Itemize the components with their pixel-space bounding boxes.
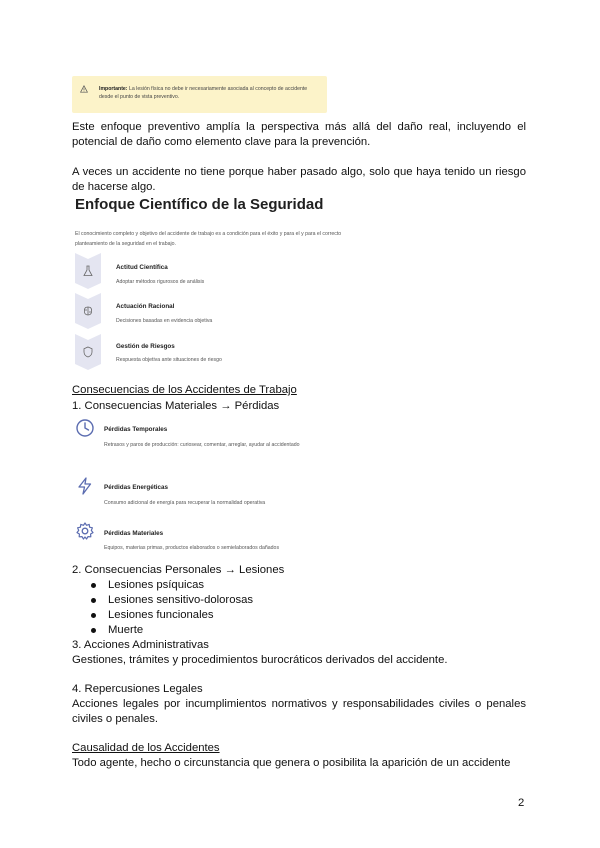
lightning-icon [75, 476, 95, 496]
important-note [72, 76, 327, 113]
list-item: Lesiones psíquicas [72, 578, 253, 593]
step-desc: Respuesta objetiva ante situaciones de riesgo [116, 357, 222, 363]
flask-icon [82, 265, 94, 277]
material-heading: 1. Consecuencias Materiales → Pérdidas [72, 400, 280, 412]
page-number: 2 [518, 797, 525, 809]
admin-text: Gestiones, trámites y procedimientos burocráticos derivados del accidente. [72, 654, 448, 666]
step-title: Actitud Científica [116, 264, 168, 271]
paragraph-risk: A veces un accidente no tiene porque haber pasado algo, solo que haya tenido un riesgo de hacerse algo. [72, 166, 526, 193]
loss-desc: Retrasos y paros de producción: curiosear, comentar, arreglar, ayudar al accidentado [104, 442, 300, 448]
loss-title: Pérdidas Materiales [104, 530, 164, 537]
personal-heading: 2. Consecuencias Personales → Lesiones [72, 564, 285, 576]
legal-text: Acciones legales por incumplimientos normativos y responsabilidades civiles o penales civiles o penales. [72, 698, 526, 725]
loss-title: Pérdidas Temporales [104, 426, 168, 433]
admin-heading: 3. Acciones Administrativas [72, 639, 209, 651]
step-title: Gestión de Riesgos [116, 343, 175, 350]
causality-text: Todo agente, hecho o circunstancia que genera o posibilita la aparición de un accidente [72, 757, 511, 769]
clock-icon [75, 418, 95, 438]
warning-icon [80, 85, 88, 93]
step-card-1 [75, 253, 101, 289]
consequences-heading: Consecuencias de los Accidentes de Trabajo [72, 384, 297, 396]
list-item: Lesiones sensitivo-dolorosas [72, 593, 253, 608]
step-card-2 [75, 293, 101, 329]
shield-icon [82, 346, 94, 358]
scientific-title: Enfoque Científico de la Seguridad [75, 196, 324, 213]
list-item: Muerte [72, 623, 253, 638]
scientific-intro: El conocimiento completo y objetivo del accidente de trabajo es a condición para el éxito y para el y para el correcto planteamiento de la seguridad en el trabajo. [75, 231, 342, 247]
step-desc: Adoptar métodos rigurosos de análisis [116, 279, 205, 285]
paragraph-preventive: Este enfoque preventivo amplía la perspectiva más allá del daño real, incluyendo el potencial de daño como elemento clave para la prevención. [72, 121, 526, 148]
gear-icon [75, 521, 95, 541]
injuries-list [72, 578, 253, 638]
note-text: Importante: La lesión física no debe ir necesariamente asociada al concepto de accidente desde el punto de vista preventivo. [99, 86, 308, 100]
loss-title: Pérdidas Energéticas [104, 484, 169, 491]
loss-desc: Consumo adicional de energía para recuperar la normalidad operativa [104, 500, 266, 506]
causality-heading: Causalidad de los Accidentes [72, 742, 220, 754]
list-item: Lesiones funcionales [72, 608, 253, 623]
step-title: Actuación Racional [116, 303, 175, 310]
step-desc: Decisiones basadas en evidencia objetiva [116, 318, 213, 324]
loss-desc: Equipos, materias primas, productos elaborados o semielaborados dañados [104, 545, 280, 551]
step-card-3 [75, 334, 101, 370]
legal-heading: 4. Repercusiones Legales [72, 683, 203, 695]
brain-icon [82, 305, 94, 317]
